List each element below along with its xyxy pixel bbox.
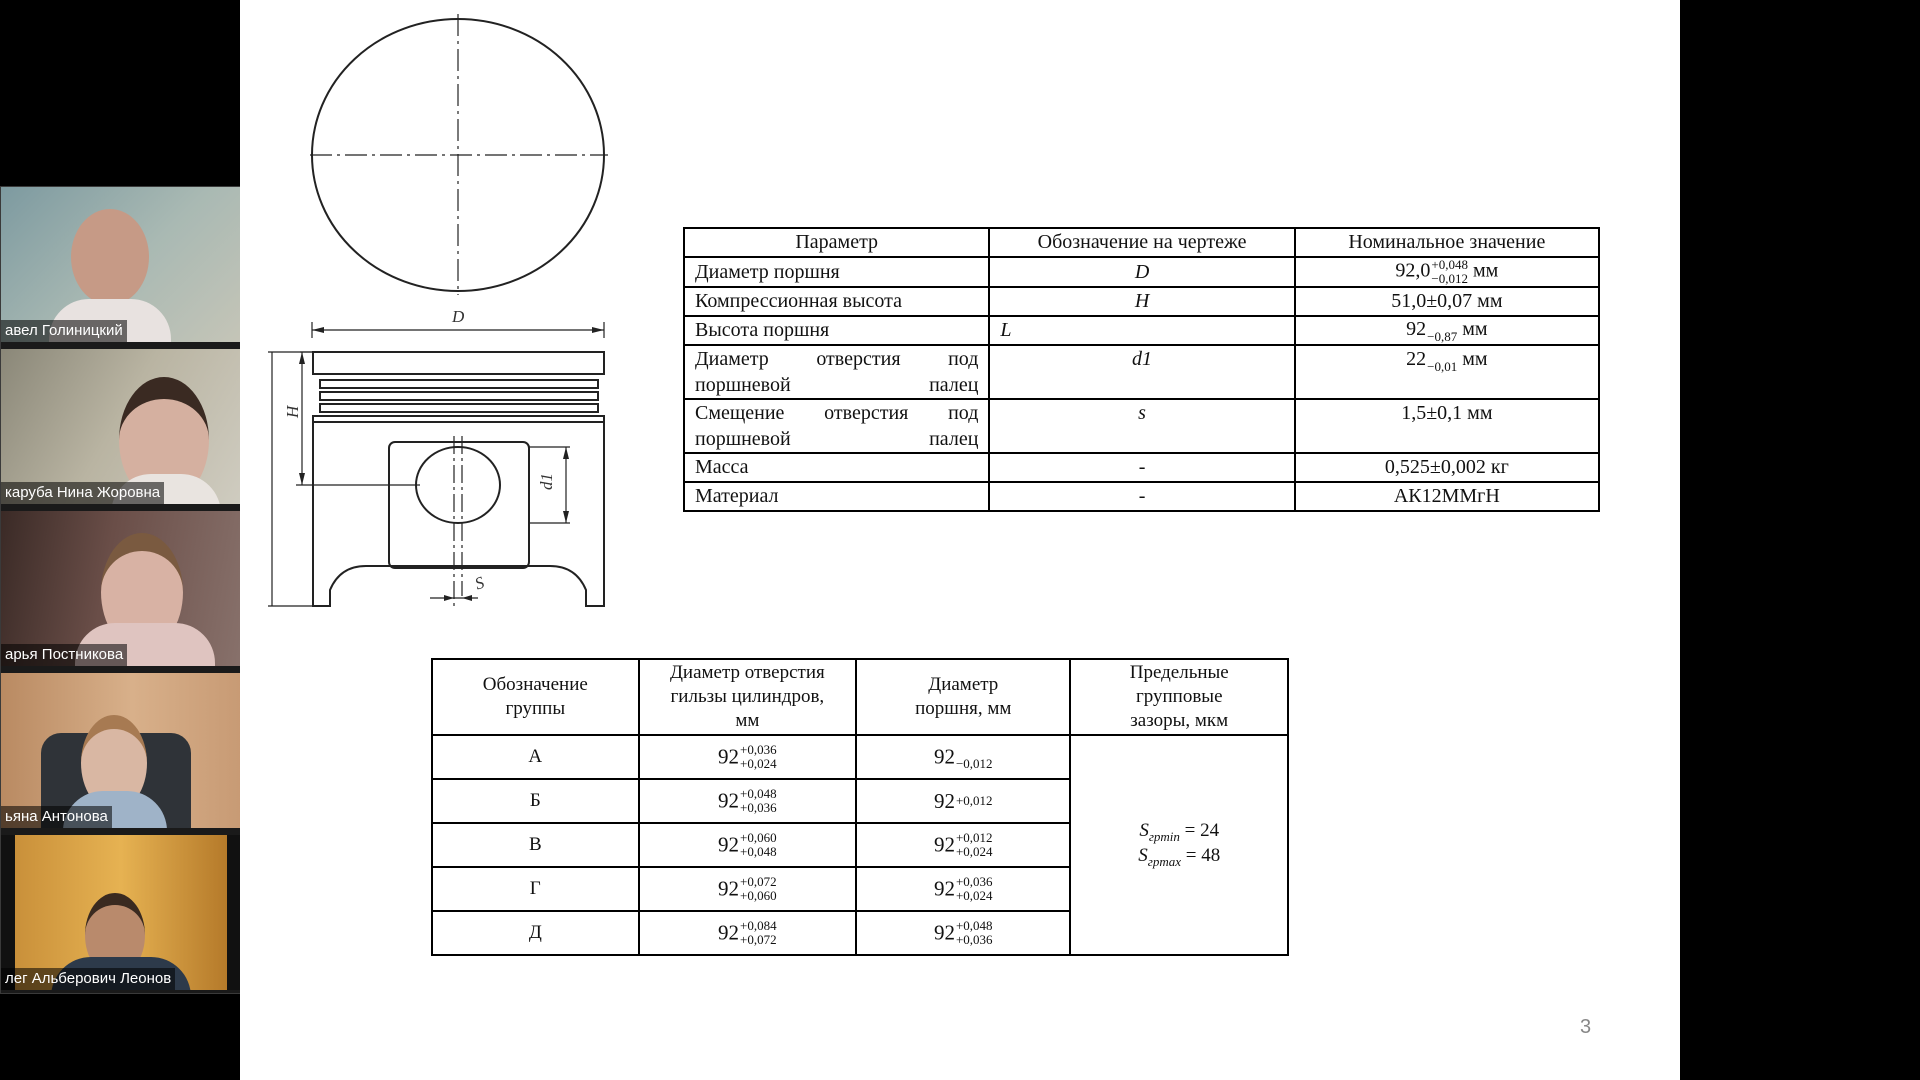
header-line: Диаметр отверстия [669, 662, 825, 683]
clearance-min-value: = 24 [1184, 820, 1220, 842]
ring-groove-land [320, 404, 598, 412]
page-number: 3 [1580, 1016, 1592, 1038]
piston-nominal: 92 [933, 744, 955, 769]
header-line: Предельные [1129, 662, 1229, 683]
param-cell: Материал [684, 482, 989, 511]
symbol-cell: - [989, 482, 1294, 511]
unit: мм [1462, 317, 1488, 340]
table-row [684, 453, 1599, 482]
nominal-value: 92 [1406, 317, 1427, 340]
presentation-slide [240, 0, 1680, 1080]
label-H: H [283, 405, 302, 418]
piston-parameters-table [683, 227, 1600, 512]
header-cell: Номинальное значение [1295, 228, 1599, 257]
size-groups-table [431, 658, 1289, 956]
tolerance-upper: +0,036 [740, 742, 777, 757]
table-row [684, 257, 1599, 287]
param-line: Смещение отверстия под [695, 402, 979, 424]
piston-crown [313, 352, 604, 374]
header-cell [1070, 659, 1288, 735]
piston-nominal: 92 [933, 876, 955, 901]
symbol-cell: L [989, 316, 1294, 345]
bore-nominal: 92 [718, 832, 740, 857]
tolerance-lower: +0,048 [740, 844, 777, 859]
nominal-cell: АК12ММгН [1295, 482, 1599, 511]
clearance-min-subscript: гpmin [1148, 829, 1180, 844]
param-line: поршневой палец [695, 428, 979, 450]
header-line: Обозначение [482, 674, 588, 695]
pin-boss [389, 442, 529, 568]
bore-cell [639, 779, 856, 823]
tolerance-lower: +0,072 [740, 932, 777, 947]
bore-nominal: 92 [718, 920, 740, 945]
clearance-cell [1070, 735, 1288, 955]
symbol-cell: d1 [989, 345, 1294, 399]
participant-video-tile-active-speaker[interactable] [1, 673, 263, 828]
bore-nominal: 92 [718, 876, 740, 901]
label-S: S [472, 572, 487, 594]
header-line: Диаметр [928, 674, 999, 695]
piston-tolerance [956, 875, 993, 903]
table-row [684, 482, 1599, 511]
param-line: Диаметр отверстия под [695, 348, 979, 370]
tolerance-lower: +0,024 [740, 756, 777, 771]
clearance-max-value: = 48 [1185, 845, 1221, 866]
nominal-cell [1295, 345, 1599, 399]
table-row [684, 316, 1599, 345]
bore-cell [639, 735, 856, 779]
bore-nominal: 92 [718, 744, 740, 769]
group-cell: А [432, 735, 639, 779]
tolerance-upper: +0,012 [955, 830, 993, 845]
unit: мм [1462, 348, 1488, 370]
piston-tolerance [956, 794, 993, 808]
bore-tolerance [740, 743, 777, 771]
header-cell: Обозначение на чертеже [989, 228, 1294, 257]
tolerance-upper: +0,060 [740, 830, 777, 845]
bore-cell [639, 823, 856, 867]
tolerance-lower: +0,060 [740, 888, 777, 903]
clearance-max-symbol: S [1138, 845, 1148, 866]
participant-video-tile[interactable] [1, 835, 263, 990]
label-D: D [452, 307, 465, 326]
piston-cell [856, 735, 1070, 779]
group-cell: Г [432, 867, 639, 911]
piston-nominal: 92 [933, 920, 955, 945]
group-cell: Б [432, 779, 639, 823]
header-cell: Параметр [684, 228, 989, 257]
ring-groove-land [320, 392, 598, 400]
bore-cell [639, 911, 856, 955]
nominal-cell: 1,5±0,1 мм [1295, 399, 1599, 453]
nominal-cell [1295, 257, 1599, 287]
symbol-cell: H [989, 287, 1294, 316]
tolerance-upper: +0,048 [740, 786, 777, 801]
participant-video-tile[interactable] [1, 187, 263, 342]
header-cell [432, 659, 639, 735]
table-header-row [432, 659, 1288, 735]
tolerance-upper: +0,072 [740, 874, 777, 889]
table-row [684, 345, 1599, 399]
tolerance-lower: +0,036 [740, 800, 777, 815]
tolerance [1431, 258, 1468, 286]
piston-nominal: 92 [933, 832, 955, 857]
tolerance-upper: +0,084 [740, 918, 777, 933]
bore-tolerance [740, 831, 777, 859]
nominal-cell: 51,0±0,07 мм [1295, 287, 1599, 316]
bore-cell [639, 867, 856, 911]
ring-land [313, 416, 604, 422]
param-cell: Масса [684, 453, 989, 482]
participant-name: ьяна Антонова [1, 806, 112, 828]
header-cell [639, 659, 856, 735]
table-row [684, 287, 1599, 316]
nominal-value: 22 [1406, 348, 1427, 370]
group-rows [432, 735, 1288, 955]
tolerance-lower: +0,024 [955, 844, 993, 859]
participant-video-tile[interactable] [1, 349, 263, 504]
header-line: группы [505, 698, 566, 719]
table-row [432, 735, 1288, 779]
tolerance-upper: +0,012 [955, 793, 993, 808]
tolerance-lower: +0,024 [955, 888, 993, 903]
tolerance-lower: −0,87 [1427, 328, 1458, 344]
symbol-cell: s [989, 399, 1294, 453]
tolerance-lower: +0,036 [955, 932, 993, 947]
participant-name: авел Голиницкий [1, 320, 127, 342]
piston-tolerance [956, 831, 993, 859]
param-cell [684, 399, 989, 453]
clearance-min-symbol: S [1139, 820, 1149, 842]
clearance-max-subscript: гpmax [1147, 853, 1181, 869]
nominal-cell: 0,525±0,002 кг [1295, 453, 1599, 482]
tolerance-upper: +0,048 [955, 918, 993, 933]
header-line: поршня, мм [915, 698, 1012, 719]
param-line: поршневой палец [695, 374, 979, 396]
header-line: зазоры, мкм [1130, 710, 1229, 731]
group-cell: В [432, 823, 639, 867]
tolerance-lower: −0,012 [1431, 271, 1468, 286]
piston-tolerance [956, 743, 993, 771]
symbol-cell: D [989, 257, 1294, 287]
tolerance-upper: +0,048 [1431, 257, 1468, 272]
piston-skirt [313, 422, 604, 606]
tolerance-lower: −0,012 [955, 756, 993, 771]
table-header-row [684, 228, 1599, 257]
participants-panel [0, 186, 265, 994]
table-row [684, 399, 1599, 453]
bore-tolerance [740, 919, 777, 947]
bore-tolerance [740, 787, 777, 815]
ring-groove-land [320, 380, 598, 388]
bore-nominal: 92 [718, 788, 740, 813]
nominal-value: 92,0 [1395, 259, 1431, 282]
person-face [71, 209, 149, 305]
group-cell: Д [432, 911, 639, 955]
participant-name: лег Альберович Леонов [1, 968, 175, 990]
unit: мм [1472, 259, 1499, 282]
header-cell [856, 659, 1070, 735]
tolerance-upper: +0,036 [955, 874, 993, 889]
participant-name: каруба Нина Жоровна [1, 482, 164, 504]
piston-cell [856, 823, 1070, 867]
header-line: мм [735, 710, 760, 731]
piston-tolerance [956, 919, 993, 947]
param-cell: Компрессионная высота [684, 287, 989, 316]
nominal-cell [1295, 316, 1599, 345]
param-cell: Высота поршня [684, 316, 989, 345]
piston-cell [856, 779, 1070, 823]
piston-cell [856, 867, 1070, 911]
participant-video-tile[interactable] [1, 511, 263, 666]
piston-nominal: 92 [933, 788, 955, 813]
pin-hole [416, 447, 500, 523]
header-line: групповые [1135, 686, 1223, 707]
tolerance-lower: −0,01 [1427, 359, 1458, 374]
header-line: гильзы цилиндров, [670, 686, 825, 707]
bore-tolerance [740, 875, 777, 903]
symbol-cell: - [989, 453, 1294, 482]
piston-cell [856, 911, 1070, 955]
label-d1: d1 [537, 473, 556, 490]
participant-name: арья Постникова [1, 644, 127, 666]
param-cell: Диаметр поршня [684, 257, 989, 287]
param-cell [684, 345, 989, 399]
